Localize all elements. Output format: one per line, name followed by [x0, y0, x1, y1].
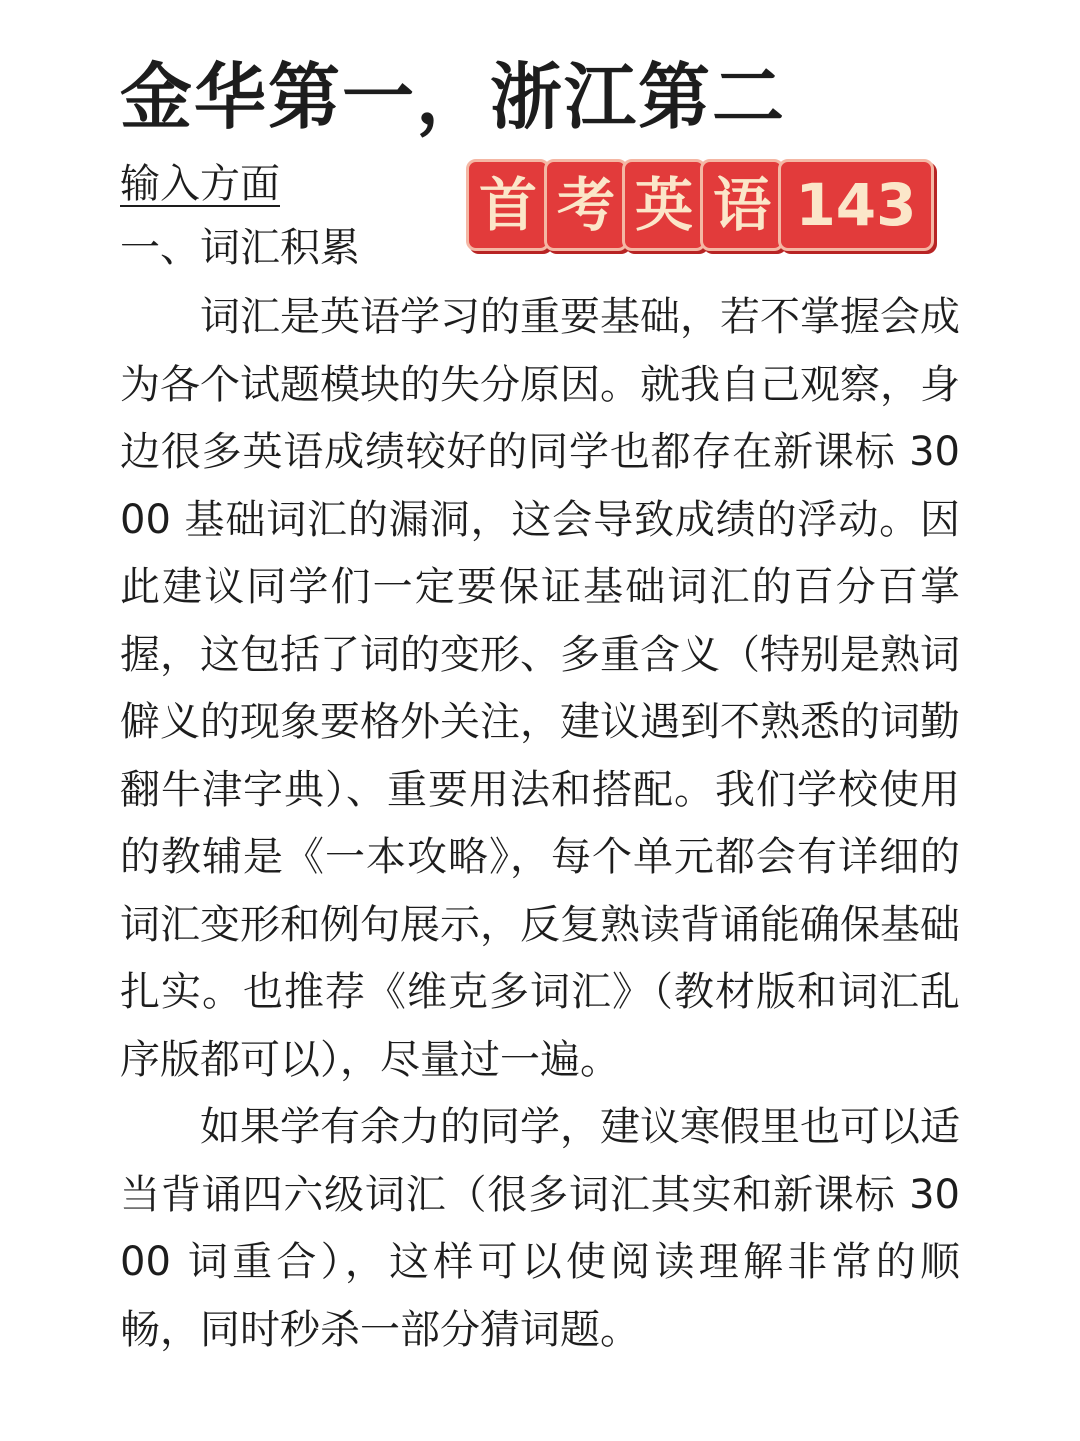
badge-char: 考	[556, 171, 615, 239]
badge-tile	[544, 159, 628, 251]
article-body	[120, 284, 960, 1364]
badge-tile	[466, 159, 550, 251]
paragraph: 词汇是英语学习的重要基础，若不掌握会成为各个试题模块的失分原因。就我自己观察，身边很多英语成绩较好的同学也都存在新课标 3000 基础词汇的漏洞，这会导致成绩的浮动。因此建议同学们一定要保证基础词汇的百分百掌握，这包括了词的变形、多重含义（特别是熟词僻义的现象要格外关注，建议遇到不熟悉的词勤翻牛津字典）、重要用法和搭配。我们学校使用的教辅是《一本攻略》，每个单元都会有详细的词汇变形和例句展示，反复熟读背诵能确保基础扎实。也推荐《维克多词汇》（教材版和词汇乱序版都可以），尽量过一遍。	[120, 294, 960, 1083]
subsection-heading: 一、词汇积累	[120, 225, 360, 271]
badge-tile	[700, 159, 784, 251]
section-heading: 输入方面	[120, 161, 280, 207]
badge-char: 语	[712, 171, 771, 239]
badge-char: 143	[795, 171, 917, 239]
paragraph: 如果学有余力的同学，建议寒假里也可以适当背诵四六级词汇（很多词汇其实和新课标 3000 词重合），这样可以使阅读理解非常的顺畅，同时秒杀一部分猜词题。	[120, 1104, 960, 1353]
badge-tile	[622, 159, 706, 251]
brand-badge	[466, 158, 928, 252]
badge-char: 首	[478, 171, 537, 239]
badge-tile	[778, 159, 934, 251]
badge-char: 英	[634, 171, 693, 239]
page-title: 金华第一，浙江第二	[120, 55, 787, 139]
